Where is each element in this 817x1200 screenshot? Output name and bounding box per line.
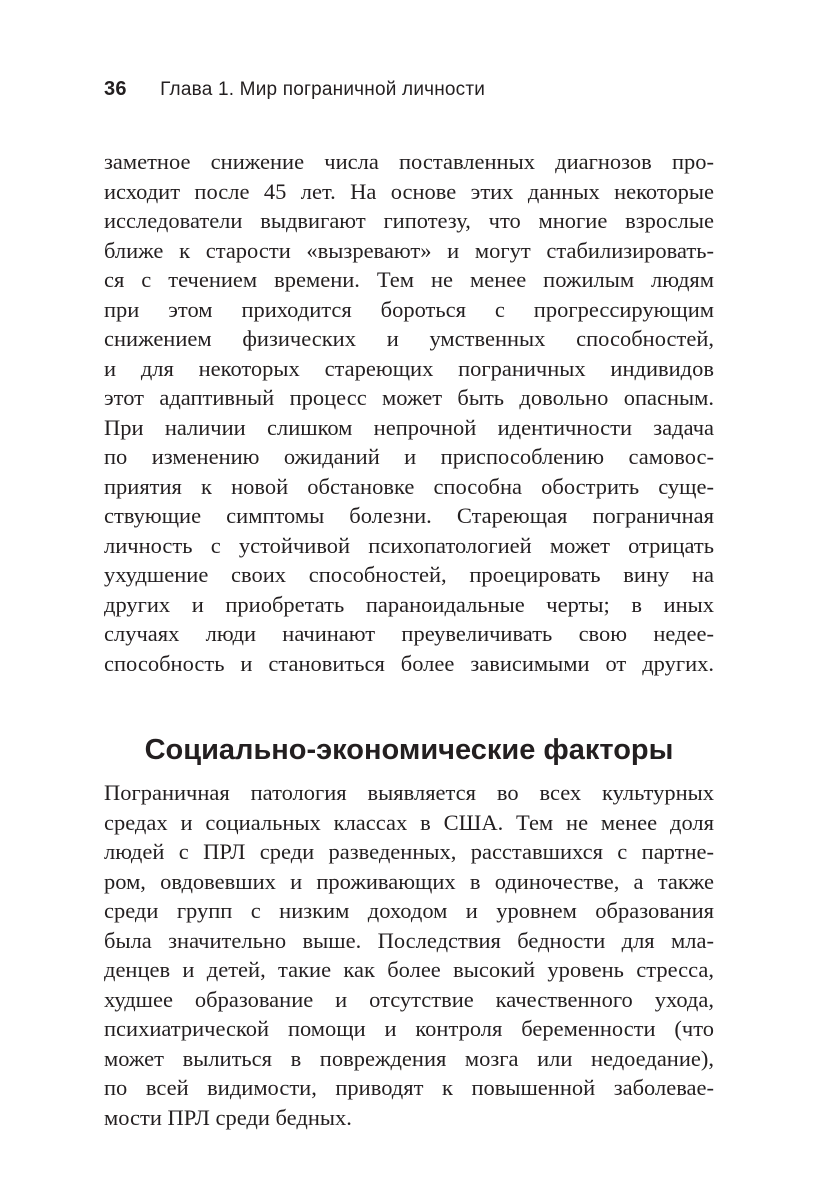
text-line: людей с ПРЛ среди разведенных, расставшихся с партне- xyxy=(104,839,714,864)
text-line: заметное снижение числа поставленных диагнозов про- xyxy=(104,149,714,174)
text-line: по изменению ожиданий и приспособлению самовос- xyxy=(104,444,714,469)
text-line: при этом приходится бороться с прогрессирующим xyxy=(104,296,714,322)
chapter-title: Глава 1. Мир пограничной личности xyxy=(160,79,486,100)
running-header xyxy=(104,74,724,104)
text-line: При наличии слишком непрочной идентичности задача xyxy=(104,414,714,440)
text-line: ближе к старости «вызревают» и могут стабилизировать- xyxy=(104,237,714,263)
text-line: может вылиться в повреждения мозга или недоедание), xyxy=(104,1045,714,1071)
text-line: худшее образование и отсутствие качественного ухода, xyxy=(104,986,714,1012)
text-line: ухудшение своих способностей, проецировать вину на xyxy=(104,562,714,587)
text-line: была значительно выше. Последствия бедности для мла- xyxy=(104,927,714,953)
text-line: других и приобретать параноидальные черты; в иных xyxy=(104,591,714,617)
text-line: этот адаптивный процесс может быть довольно опасным. xyxy=(104,385,714,410)
text-line: исследователи выдвигают гипотезу, что многие взрослые xyxy=(104,208,714,233)
text-line: способность и становиться более зависимыми от других. xyxy=(104,650,714,676)
text-line: денцев и детей, такие как более высокий уровень стресса, xyxy=(104,957,714,982)
section-heading: Социально-экономические факторы xyxy=(144,734,674,767)
text-line: мости ПРЛ среди бедных. xyxy=(104,1104,352,1130)
text-line: ром, овдовевших и проживающих в одиночестве, а также xyxy=(104,868,714,894)
text-line: исходит после 45 лет. На основе этих данных некоторые xyxy=(104,178,714,204)
text-line: личность с устойчивой психопатологией может отрицать xyxy=(104,532,714,558)
text-line: по всей видимости, приводят к повышенной заболевае- xyxy=(104,1075,714,1100)
paragraph-socioeconomic xyxy=(104,778,714,1132)
text-line: психиатрической помощи и контроля беременности (что xyxy=(104,1016,714,1041)
text-line: ся с течением времени. Тем не менее пожилым людям xyxy=(104,267,714,292)
text-line: снижением физических и умственных способностей, xyxy=(104,326,714,351)
paragraph-age-factors xyxy=(104,147,714,678)
text-line: среди групп с низким доходом и уровнем образования xyxy=(104,898,714,923)
text-line: средах и социальных классах в США. Тем не менее доля xyxy=(104,809,714,835)
text-line: ствующие симптомы болезни. Стареющая пограничная xyxy=(104,503,714,528)
page-number: 36 xyxy=(104,78,127,100)
text-line: случаях люди начинают преувеличивать свою недее- xyxy=(104,621,714,646)
text-line: приятия к новой обстановке способна обострить суще- xyxy=(104,473,714,499)
text-line: Пограничная патология выявляется во всех культурных xyxy=(104,780,714,805)
text-line: и для некоторых стареющих пограничных индивидов xyxy=(104,355,714,381)
